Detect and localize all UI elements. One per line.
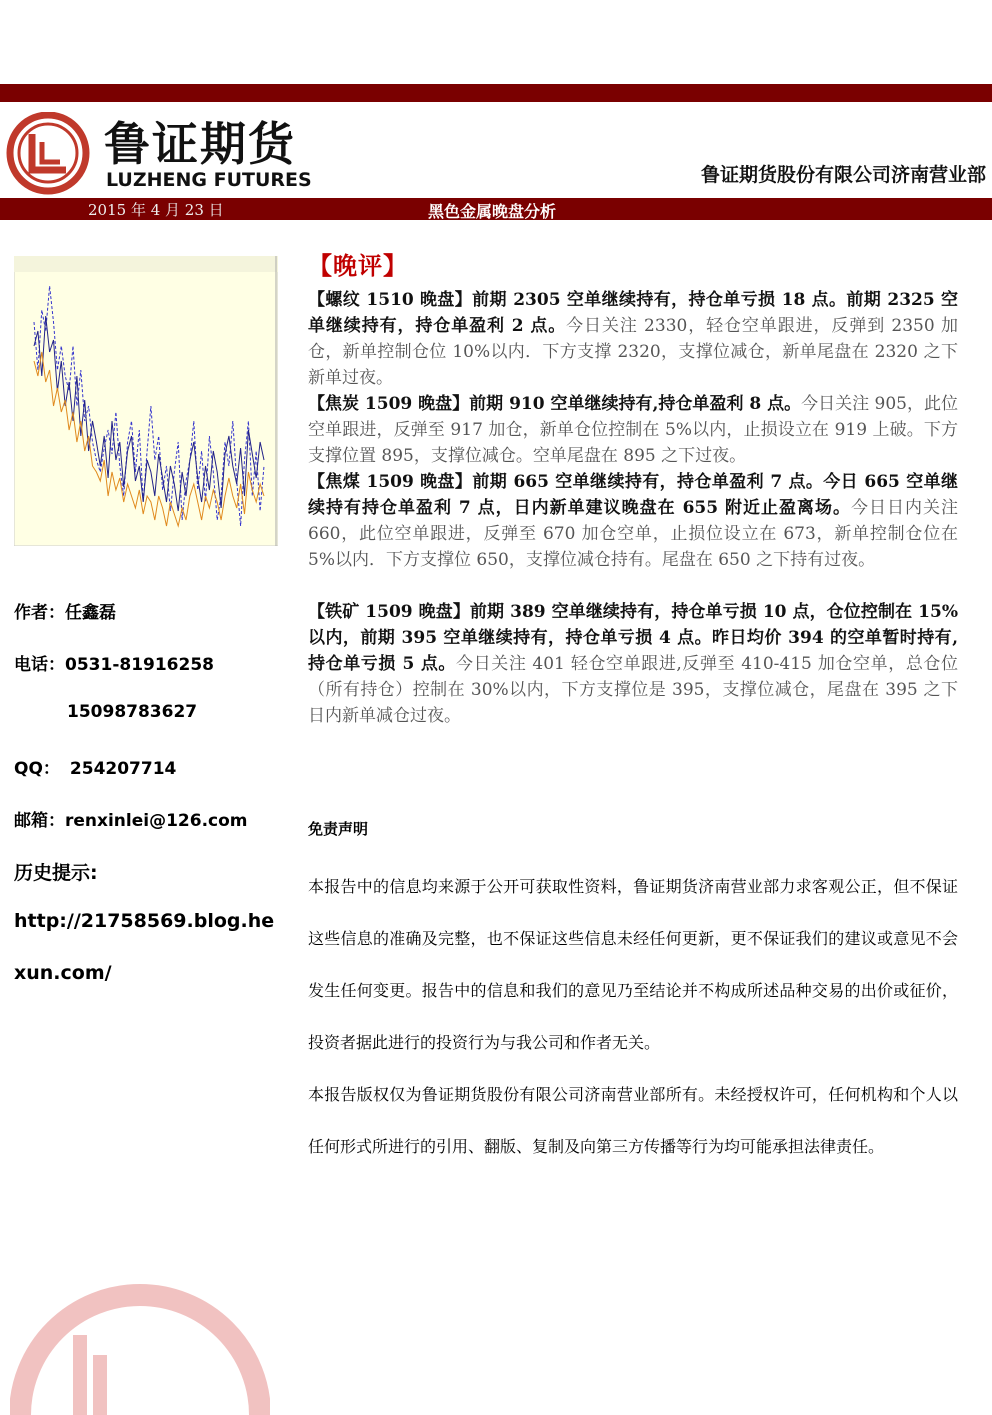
disclaimer-title: 免责声明 bbox=[308, 820, 369, 838]
phone-number-2: 15098783627 bbox=[67, 702, 198, 722]
logo-chinese: 鲁证期货 bbox=[104, 117, 296, 171]
disclaimer-paragraph-1: 本报告中的信息均来源于公开可获取性资料，鲁证期货济南营业部力求客观公正，但不保证这些信息的准确及完整，也不保证这些信息未经任何更新，更不保证我们的建议或意见不会发生任何变更。报告中的信息和我们的意见乃至结论并不构成所述品种交易的出价或征价，投资者据此进行的投资行为与我公司和作者无关。 bbox=[308, 877, 958, 1052]
author-row bbox=[14, 598, 116, 623]
iron-ore-paragraph bbox=[308, 599, 958, 729]
history-url-line-1[interactable]: http://21758569.blog.he bbox=[14, 910, 275, 932]
report-title: 黑色金属晚盘分析 bbox=[428, 202, 557, 221]
iron-ore-plan: 今日关注 401 轻仓空单跟进,反弹至 410-415 加仓空单，总仓位（所有持仓）控制在 30%以内，下方支撑位是 395，支撑位减仓，尾盘在 395 之下日内新单减仓过夜。 bbox=[308, 654, 959, 726]
history-url-line-2[interactable]: xun.com/ bbox=[14, 962, 112, 984]
qq-label: QQ： bbox=[14, 759, 60, 779]
logo-watermark bbox=[10, 1275, 270, 1415]
rebar-plan: 今日关注 2330，轻仓空单跟进，反弹到 2350 加仓，新单控制仓位 10%以内．下方支撑 2320，支撑位减仓，新单尾盘在 2320 之下新单过夜。 bbox=[308, 316, 958, 388]
coking-coal-position: 【焦煤 1509 晚盘】前期 665 空单继续持有，持仓单盈利 7 点。今日 665 空单继续持有持仓单盈利 7 点，日内新单建议晚盘在 655 附近止盈离场。 bbox=[308, 472, 958, 518]
chart-top-strip bbox=[14, 256, 278, 272]
disclaimer bbox=[308, 861, 958, 1173]
luzheng-logo bbox=[6, 112, 336, 198]
email-label: 邮箱： bbox=[14, 811, 65, 831]
rebar-position: 【螺纹 1510 晚盘】前期 2305 空单继续持有，持仓单亏损 18 点。前期 2325 空单继续持有，持仓单盈利 2 点。 bbox=[308, 290, 958, 336]
history-label: 历史提示: bbox=[14, 862, 98, 884]
author-name: 任鑫磊 bbox=[65, 603, 116, 623]
phone-label: 电话： bbox=[14, 655, 65, 675]
report-date: 2015 年 4 月 23 日 bbox=[88, 201, 224, 219]
phone-number-1: 0531-81916258 bbox=[65, 655, 214, 675]
logo-english: LUZHENG FUTURES bbox=[106, 169, 312, 191]
price-chart bbox=[14, 256, 278, 546]
date-bar bbox=[0, 198, 992, 220]
coke-plan: 今日关注 905，此位空单跟进，反弹至 917 加仓，新单仓位控制在 5%以内，止损设立在 919 上破。下方支撑位置 895，支撑位减仓。空单尾盘在 895 之下过夜。 bbox=[308, 394, 958, 466]
author-label: 作者： bbox=[14, 603, 65, 623]
company-name: 鲁证期货股份有限公司济南营业部 bbox=[700, 164, 986, 186]
email-address[interactable]: renxinlei@126.com bbox=[65, 811, 248, 831]
qq-row bbox=[14, 754, 176, 779]
coking-coal-paragraph bbox=[308, 469, 958, 573]
evening-review bbox=[308, 246, 958, 729]
disclaimer-paragraph-2: 本报告版权仅为鲁证期货股份有限公司济南营业部所有。未经授权许可，任何机构和个人以任何形式所进行的引用、翻版、复制及向第三方传播等行为均可能承担法律责任。 bbox=[308, 1085, 958, 1156]
iron-ore-position: 【铁矿 1509 晚盘】前期 389 空单继续持有，持仓单亏损 10 点，仓位控制在 15%以内，前期 395 空单继续持有，持仓单亏损 4 点。昨日均价 394 的空单暂时持有,持仓单亏损 5 点。 bbox=[308, 602, 958, 674]
top-brand-bar bbox=[0, 84, 992, 102]
phone-row bbox=[14, 650, 214, 675]
coke-paragraph bbox=[308, 391, 958, 469]
paragraph-gap bbox=[308, 573, 958, 599]
review-heading: 【晚评】 bbox=[308, 251, 408, 280]
email-row bbox=[14, 806, 248, 831]
qq-number: 254207714 bbox=[69, 759, 177, 779]
rebar-paragraph bbox=[308, 287, 958, 391]
coke-position: 【焦炭 1509 晚盘】前期 910 空单继续持有,持仓单盈利 8 点。 bbox=[308, 394, 802, 414]
coking-coal-plan: 今日日内关注 660，此位空单跟进，反弹至 670 加仓空单，止损位设立在 673，新单控制仓位在 5%以内．下方支撑位 650，支撑位减仓持有。尾盘在 650 之下持有过夜。 bbox=[308, 498, 958, 570]
